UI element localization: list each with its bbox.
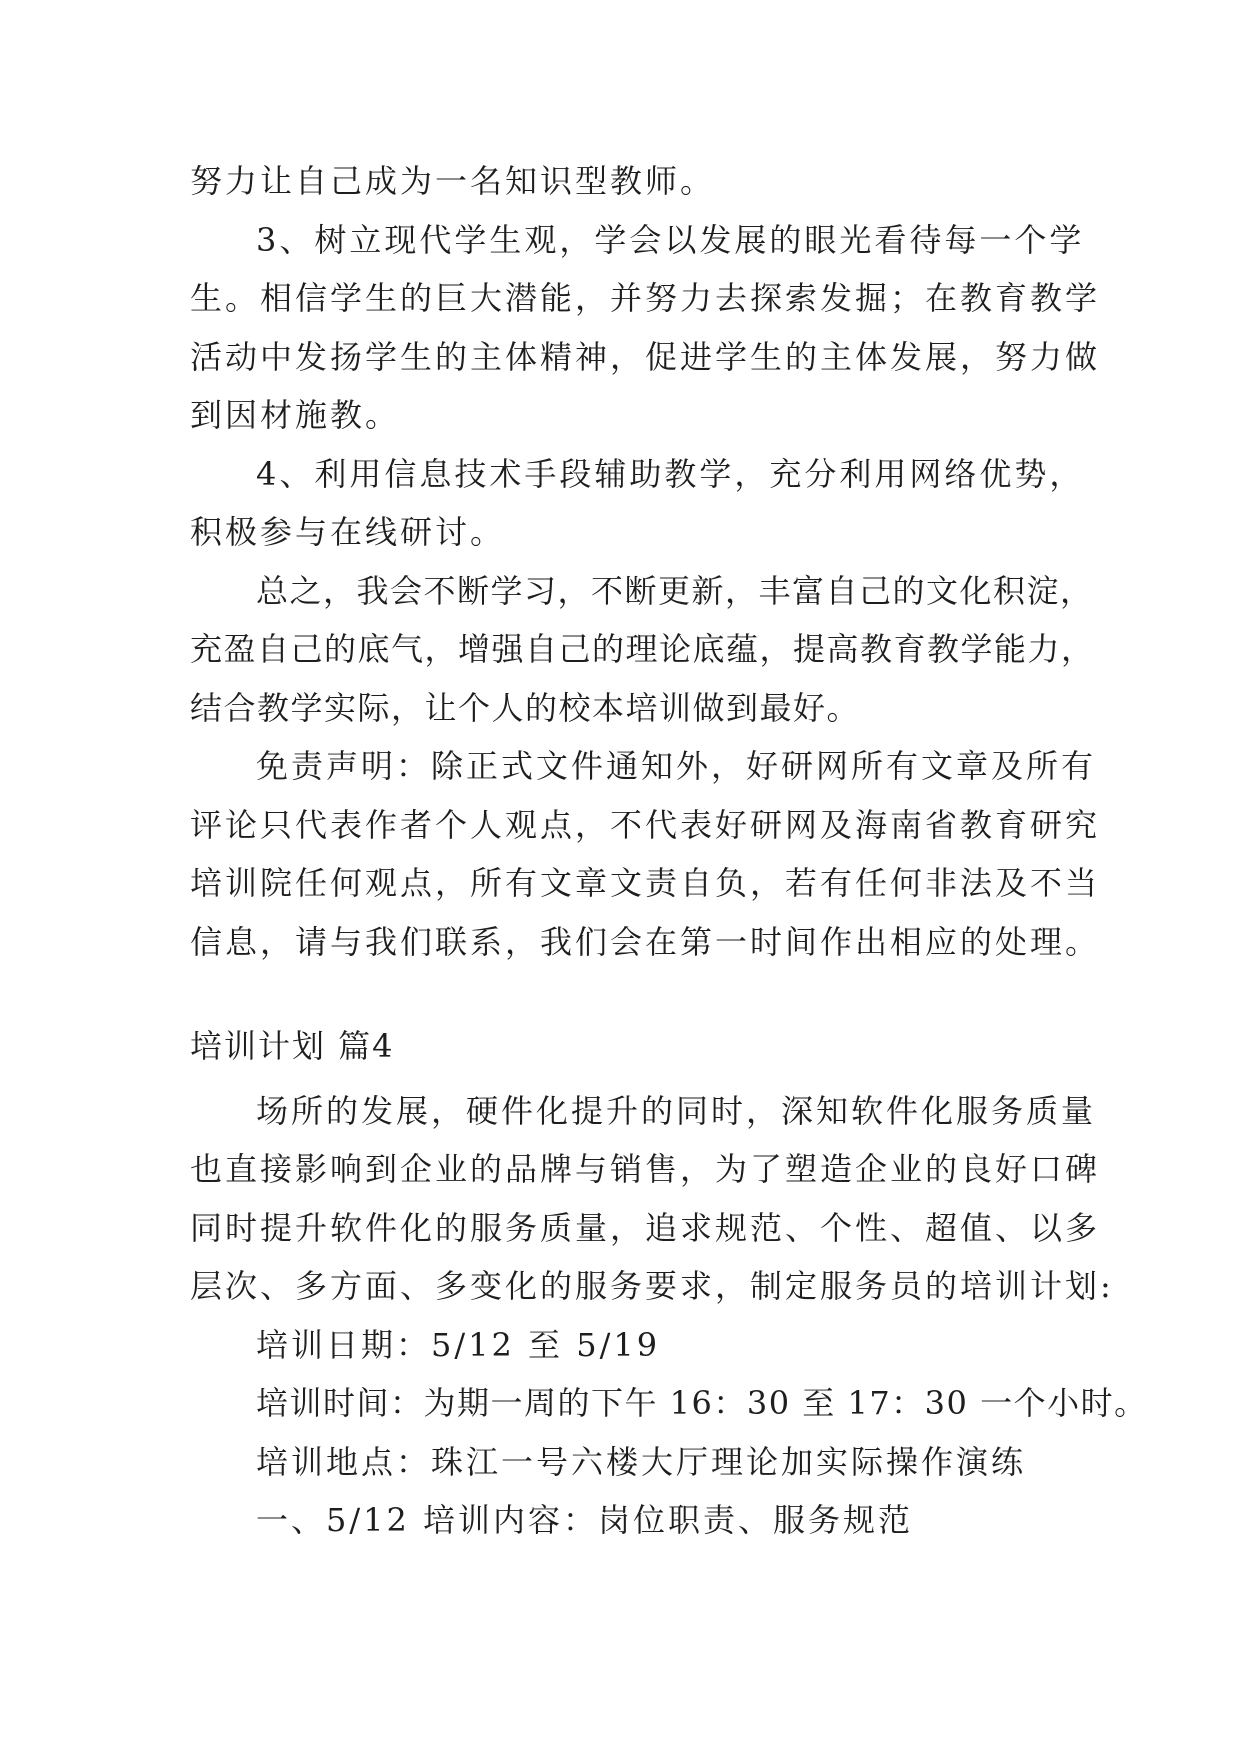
section-heading: 培训计划 篇4 [190,1027,395,1065]
paragraph-line: 培训地点：珠江一号六楼大厅理论加实际操作演练 [256,1442,1027,1481]
section-paragraph-1 [190,1082,1114,1316]
paragraph-line: 信息，请与我们联系，我们会在第一时间作出相应的处理。 [190,922,1101,961]
paragraph-line: 同时提升软件化的服务质量，追求规范、个性、超值、以多 [190,1208,1101,1247]
training-date [190,1316,1070,1375]
paragraph-line: 总之，我会不断学习，不断更新，丰富自己的文化积淀， [256,571,1094,610]
paragraph-line: 结合教学实际，让个人的校本培训做到最好。 [190,688,861,727]
paragraph-line: 评论只代表作者个人观点，不代表好研网及海南省教育研究 [190,805,1101,844]
paragraph-line: 一、5/12 培训内容：岗位职责、服务规范 [256,1501,914,1539]
paragraph-line: 生。相信学生的巨大潜能，并努力去探索发掘；在教育教学 [190,279,1101,317]
paragraph-line: 积极参与在线研讨。 [190,513,506,551]
paragraph-4 [190,562,1095,738]
paragraph-line: 充盈自己的底气，增强自己的理论底蕴，提高教育教学能力， [190,630,1095,668]
paragraph-3 [190,445,1085,562]
paragraph-line: 也直接影响到企业的品牌与销售，为了塑造企业的良好口碑 [190,1150,1101,1188]
paragraph-line: 培训日期：5/12 至 5/19 [256,1325,661,1364]
paragraph-line: 培训时间：为期一周的下午 16：30 至 17：30 一个小时。 [256,1384,1148,1422]
training-location [190,1433,1070,1492]
disclaimer-paragraph [190,737,1101,971]
paragraph-line: 层次、多方面、多变化的服务要求，制定服务员的培训计划: [190,1267,1114,1305]
paragraph-line: 免责声明：除正式文件通知外，好研网所有文章及所有 [256,747,1097,785]
paragraph-line: 努力让自己成为一名知识型教师。 [190,162,716,200]
training-content-item [190,1491,1070,1550]
document-body [190,152,1148,1550]
paragraph-line: 培训院任何观点，所有文章文责自负，若有任何非法及不当 [190,864,1101,902]
paragraph-line: 3、树立现代学生观，学会以发展的眼光看待每一个学 [256,220,1085,259]
paragraph-1 [190,152,1070,211]
paragraph-line: 活动中发扬学生的主体精神，促进学生的主体发展，努力做 [190,337,1101,376]
training-time [190,1374,1148,1433]
paragraph-2 [190,211,1101,445]
paragraph-line: 场所的发展，硬件化提升的同时，深知软件化服务质量 [256,1091,1097,1130]
paragraph-line: 4、利用信息技术手段辅助教学，充分利用网络优势， [256,454,1085,493]
paragraph-line: 到因材施教。 [190,396,401,434]
